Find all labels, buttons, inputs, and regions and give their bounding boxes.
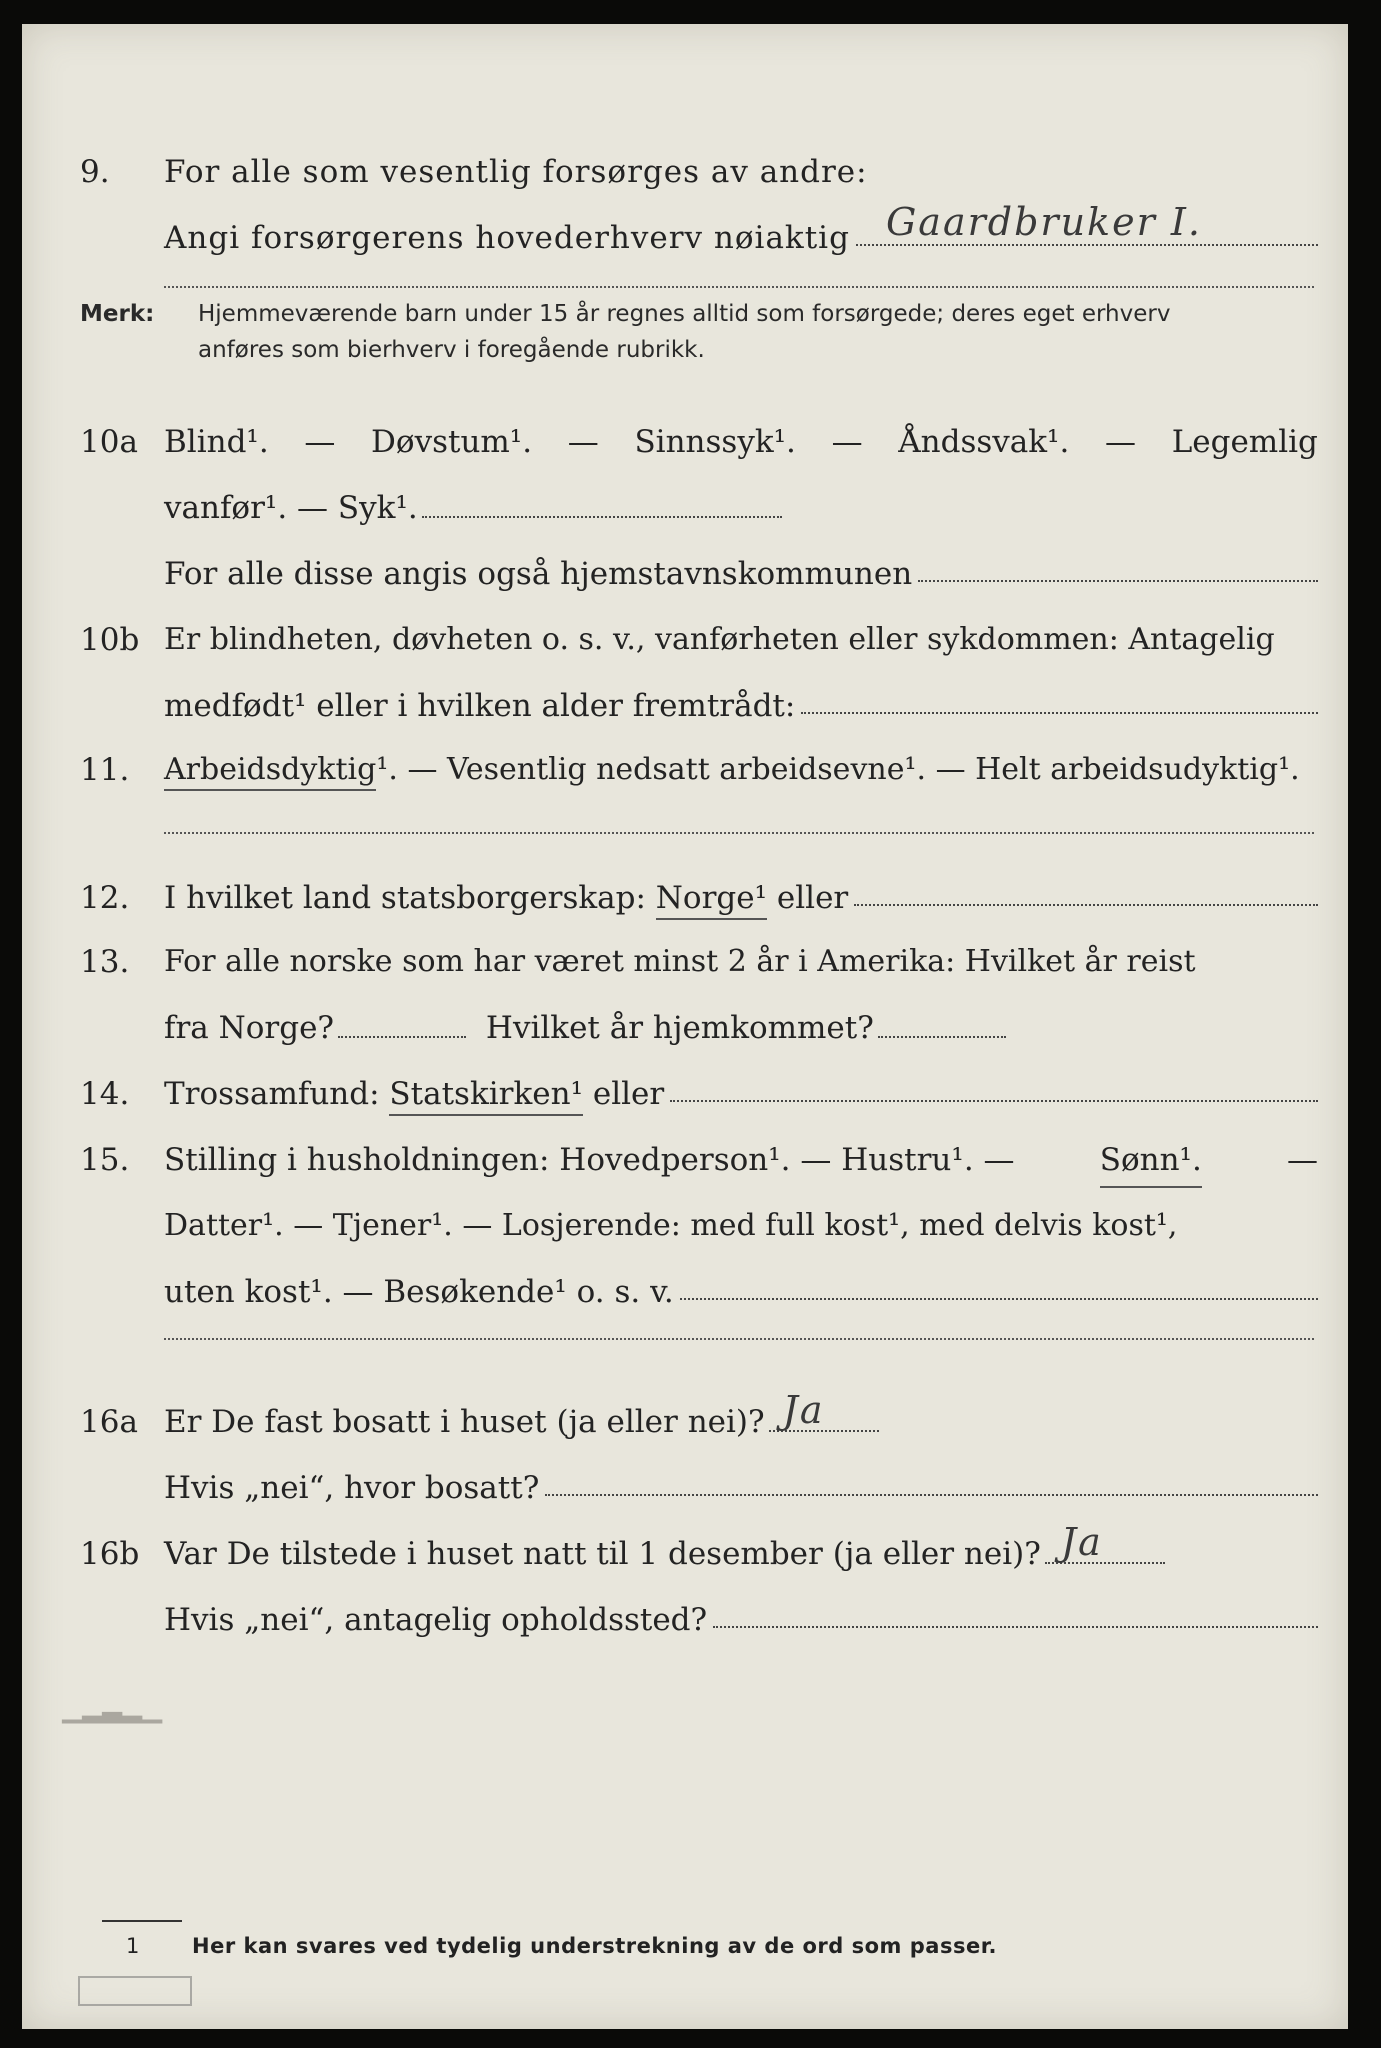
option-andssvak: Åndssvak¹. [898,424,1070,460]
question-10a-line-1: 10a Blind¹. — Døvstum¹. — Sinnssyk¹. — Åndssvak¹. — Legemlig [22,418,1348,466]
question-number: 15. [80,1142,130,1178]
option-dovstum: Døvstum¹. [371,424,533,460]
census-form-page [22,24,1348,2029]
question-text: Er De fast bosatt i huset (ja eller nei)? [164,1404,765,1440]
answer-field[interactable] [422,506,782,518]
question-number: 11. [80,752,130,788]
question-text: fra Norge? [164,1010,335,1046]
question-text: For alle disse angis også hjemstavnskommunen [164,556,913,592]
selected-option-arbeidsdyktig: Arbeidsdyktig [164,752,376,791]
question-text: Var De tilstede i huset natt til 1 desember (ja eller nei)? [164,1536,1041,1572]
question-text: Datter¹. — Tjener¹. — Losjerende: med full kost¹, med delvis kost¹, [164,1208,1178,1243]
question-16a-line-1 [22,1388,1348,1446]
footnote-rule [102,1920,182,1922]
note-text-line-1: Hjemmeværende barn under 15 år regnes alltid som forsørgede; deres eget erhverv [198,301,1171,327]
question-text: vanfør¹. — Syk¹. [164,490,418,526]
answer-field[interactable] [854,874,1318,906]
question-text: uten kost¹. — Besøkende¹ o. s. v. [164,1274,674,1310]
question-13-line-1 [22,938,1348,986]
question-number: 13. [80,944,130,980]
question-text: For alle som vesentlig forsørges av andre: [164,154,868,190]
bleed-through-mark: ▁▂▃▂▁ [62,1694,162,1724]
question-number: 16b [80,1536,140,1572]
question-10a-line-2 [22,484,1348,532]
question-text-suffix: eller [776,880,849,916]
question-number: 10a [80,424,138,460]
question-10a-line-3 [22,550,1348,598]
question-text: I hvilket land statsborgerskap: [164,880,646,916]
question-text: Angi forsørgerens hovederhverv nøiaktig [164,220,850,256]
question-text: Stilling i husholdningen: Hovedperson¹. — Hustru¹. — [164,1142,1015,1178]
question-number: 12. [80,880,130,916]
question-9-line-1 [22,148,1348,196]
question-text: ¹. — Vesentlig nedsatt arbeidsevne¹. — Helt arbeidsudyktig¹. [376,752,1300,787]
question-15-line-1: 15. Stilling i husholdningen: Hovedperson¹. — Hustru¹. — Sønn¹. — [22,1136,1348,1184]
question-10b-line-2 [22,682,1348,730]
answer-field[interactable] [713,1596,1318,1628]
note-label: Merk: [80,301,155,327]
option-blind: Blind¹. [164,424,269,460]
question-16b-line-1 [22,1520,1348,1578]
question-text: medfødt¹ eller i hvilken alder fremtrådt: [164,688,796,724]
question-12 [22,874,1348,922]
answer-field[interactable] [769,1388,879,1432]
answer-field[interactable] [680,1268,1318,1300]
question-number: 9. [80,154,110,190]
question-14 [22,1070,1348,1118]
selected-option-statskirken: Statskirken¹ [389,1076,583,1116]
separator-line [164,1338,1314,1340]
separator-line [164,832,1314,834]
question-text: Er blindheten, døvheten o. s. v., vanførheten eller sykdommen: Antagelig [164,622,1275,657]
archive-stamp [78,1976,192,2006]
question-11 [22,746,1348,794]
selected-option-sonn: Sønn¹. [1100,1136,1202,1188]
handwritten-answer: Ja [1060,1520,1103,1564]
question-13-line-2 [22,1004,1348,1052]
answer-field[interactable] [1045,1520,1165,1564]
answer-field[interactable] [801,682,1318,714]
question-9-line-2 [22,200,1348,262]
question-16b-line-2 [22,1596,1348,1644]
note-text-line-2: anføres som bierhverv i foregående rubrikk. [198,337,705,363]
footnote-text: Her kan svares ved tydelig understrekning av de ord som passer. [192,1934,998,1958]
question-number: 10b [80,622,140,658]
answer-field-year-returned[interactable] [878,1026,1006,1038]
handwritten-answer: Ja [782,1388,825,1432]
question-text: For alle norske som har været minst 2 år i Amerika: Hvilket år reist [164,944,1196,979]
question-text: Hvis „nei“, hvor bosatt? [164,1470,540,1506]
option-legemlig: Legemlig [1171,424,1318,460]
handwritten-answer: Gaardbruker I. [885,200,1202,244]
selected-option-norge: Norge¹ [656,880,767,920]
question-text: Hvis „nei“, antagelig opholdssted? [164,1602,708,1638]
answer-field[interactable] [856,200,1318,246]
answer-field[interactable] [918,550,1318,582]
answer-field-year-left[interactable] [338,1026,466,1038]
question-number: 14. [80,1076,130,1112]
question-number: 16a [80,1404,138,1440]
question-16a-line-2 [22,1464,1348,1512]
question-15-line-3 [22,1268,1348,1316]
question-10b-line-1 [22,616,1348,664]
question-text: Trossamfund: [164,1076,380,1112]
question-15-line-2 [22,1202,1348,1250]
option-sinnssyk: Sinnssyk¹. [634,424,796,460]
footnote-mark: 1 [126,1934,140,1958]
separator-line [164,286,1314,288]
answer-field[interactable] [670,1070,1318,1102]
question-text-suffix: eller [592,1076,665,1112]
question-text: Hvilket år hjemkommet? [485,1010,874,1046]
answer-field[interactable] [545,1464,1318,1496]
